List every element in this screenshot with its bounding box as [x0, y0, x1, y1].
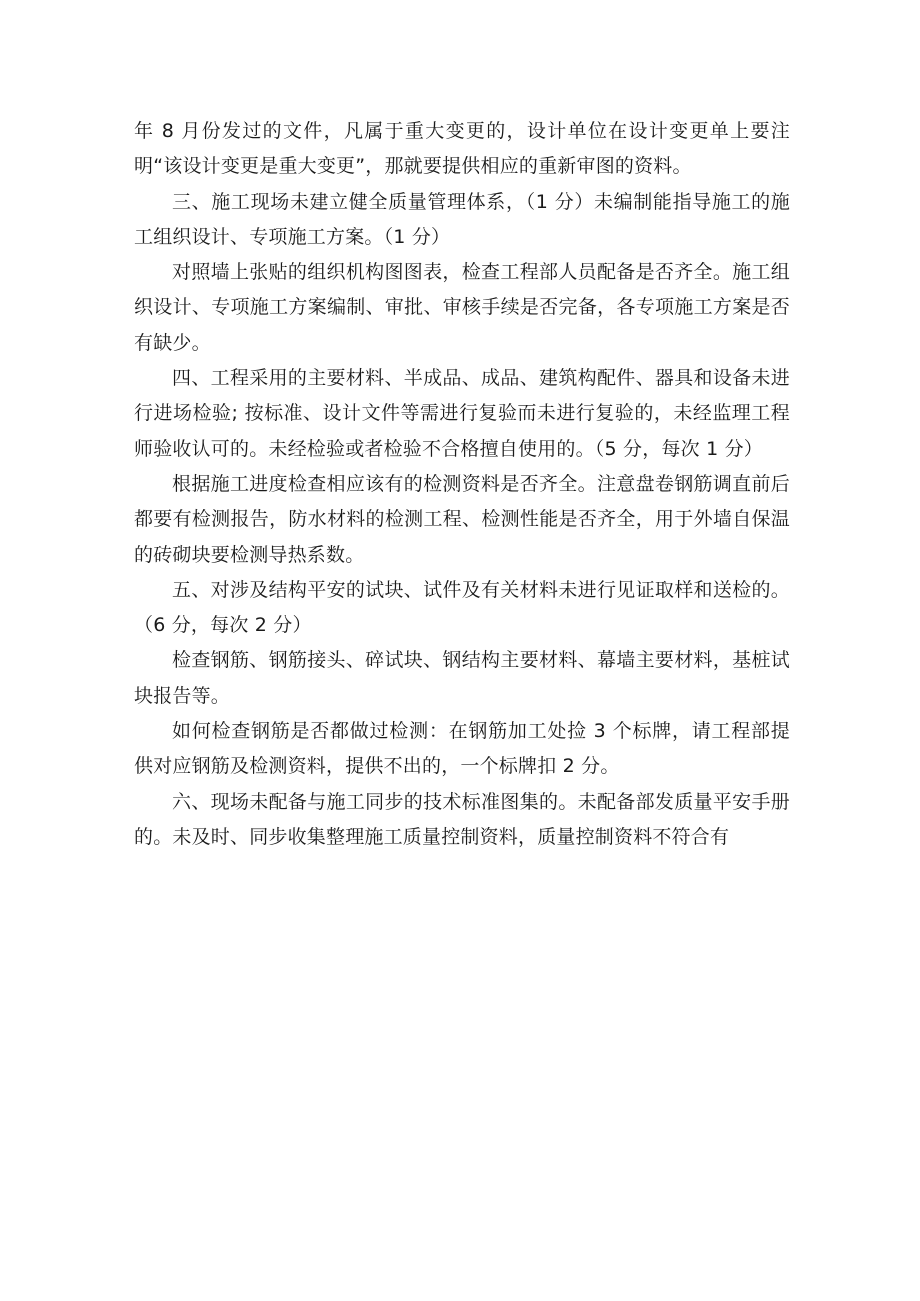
- document-body: [134, 114, 790, 855]
- paragraph-2: 三、施工现场未建立健全质量管理体系，（1 分）未编制能指导施工的施工组织设计、专项施工方案。（1 分）: [134, 190, 790, 248]
- paragraph-4: 四、工程采用的主要材料、半成品、成品、建筑构配件、器具和设备未进行进场检验; 按标准、设计文件等需进行复验而未进行复验的，未经监理工程师验收认可的。未经检验或者检验不合格擅自使用的。（5 分，每次 1 分）: [134, 367, 790, 460]
- paragraph-6: 五、对涉及结构平安的试块、试件及有关材料未进行见证取样和送检的。（6 分，每次 2 分）: [134, 578, 790, 637]
- paragraph-7: 检查钢筋、钢筋接头、碎试块、钢结构主要材料、幕墙主要材料，基桩试块报告等。: [134, 649, 790, 707]
- paragraph-5: 根据施工进度检查相应该有的检测资料是否齐全。注意盘卷钢筋调直前后都要有检测报告，防水材料的检测工程、检测性能是否齐全，用于外墙自保温的砖砌块要检测导热系数。: [134, 472, 790, 566]
- paragraph-3: 对照墙上张贴的组织机构图图表，检查工程部人员配备是否齐全。施工组织设计、专项施工方案编制、审批、审核手续是否完备，各专项施工方案是否有缺少。: [134, 261, 790, 354]
- paragraph-9: 六、现场未配备与施工同步的技术标准图集的。未配备部发质量平安手册的。未及时、同步收集整理施工质量控制资料，质量控制资料不符合有: [134, 790, 790, 848]
- paragraph-8: 如何检查钢筋是否都做过检测：在钢筋加工处捡 3 个标牌，请工程部提供对应钢筋及检测资料，提供不出的，一个标牌扣 2 分。: [134, 720, 790, 778]
- paragraph-1: 年 8 月份发过的文件，凡属于重大变更的，设计单位在设计变更单上要注明“该设计变更是重大变更”，那就要提供相应的重新审图的资料。: [134, 120, 790, 178]
